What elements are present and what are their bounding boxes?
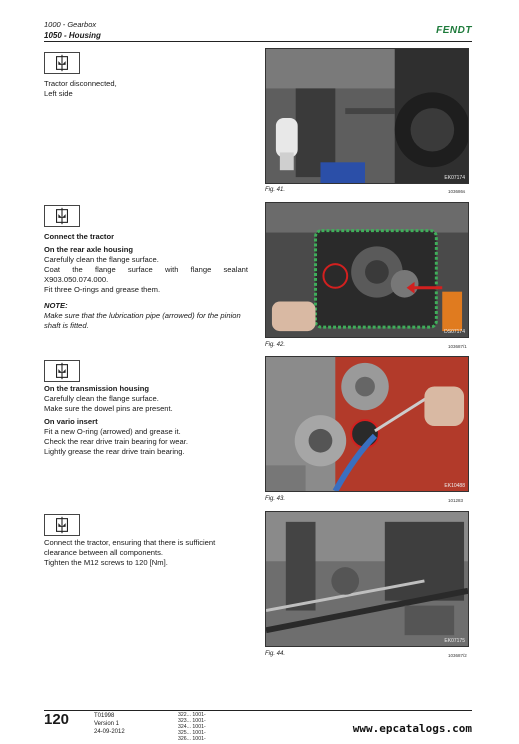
step-line: Check the rear drive train bearing for wear. [44,437,188,446]
footer-rule [44,710,472,711]
step-line: Connect the tractor, ensuring that there is sufficient clearance between all components. [44,538,216,557]
document-version: Version 1 [94,721,120,727]
step-line: Left side [44,89,73,98]
photo-code: EK07174 [444,175,465,181]
section-title: 1050 - Housing [44,31,101,40]
document-date: 24-09-2012 [94,729,125,735]
step-line: Carefully clean the flange surface. [44,394,159,403]
serial-range: 323... 1001- [178,718,206,724]
figure-caption: Fig. 43. [265,496,286,502]
figure-reference: 101283 [448,498,464,503]
figure-caption: Fig. 44. [265,651,286,657]
step-text-1 [44,79,248,99]
figure-43-photo [265,356,469,492]
photo-code: EK10488 [444,483,465,489]
step-subtitle: On the rear axle housing [44,245,134,254]
step-text-2 [44,232,248,331]
page-number: 120 [44,711,70,728]
figure-42-photo [265,202,469,338]
figure-caption: Fig. 42. [265,342,286,348]
step-line: Make sure the dowel pins are present. [44,404,173,413]
step-subtitle: On vario insert [44,417,98,426]
figure-41-photo [265,48,469,184]
tractor-coupling-icon [44,360,80,382]
chapter-title: 1000 - Gearbox [44,20,97,29]
step-line: Fit a new O-ring (arrowed) and grease it. [44,427,181,436]
note-text: Make sure that the lubrication pipe (arrowed) for the pinion shaft is fitted. [44,311,241,330]
tractor-coupling-icon [44,514,80,536]
photo-code: DS07174 [444,329,465,335]
tractor-coupling-icon [44,52,80,74]
figure-reference: 103687/2 [448,653,467,658]
step-line: Lightly grease the rear drive train bearing. [44,447,185,456]
figure-caption: Fig. 41. [265,187,286,193]
step-text-3 [44,384,248,457]
serial-range-list [178,712,206,740]
note-title: NOTE: [44,301,68,310]
step-line: Tractor disconnected, [44,79,117,88]
step-line: Tighten the M12 screws to 120 [Nm]. [44,558,168,567]
figure-44-photo [265,511,469,647]
serial-range: 325... 1001- [178,730,206,736]
brand-logo: FENDT [436,25,472,36]
page-header [44,20,472,41]
serial-range: 326... 1001- [178,736,206,740]
photo-code: EK07175 [444,638,465,644]
step-line: Carefully clean the flange surface. [44,255,159,264]
document-number: T01998 [94,713,115,719]
header-rule [44,41,472,42]
figure-reference: 103686s [448,189,466,194]
step-title: Connect the tractor [44,232,115,241]
step-line: Coat the flange surface with flange sealant X903.050.074.000. [44,265,248,284]
serial-range: 324... 1001- [178,724,206,730]
tractor-coupling-icon [44,205,80,227]
step-text-4 [44,538,248,568]
document-info [94,712,125,736]
step-line: Fit three O-rings and grease them. [44,285,161,294]
website-link[interactable]: www.epcatalogs.com [352,722,472,735]
serial-range: 322... 1001- [178,712,206,718]
step-subtitle: On the transmission housing [44,384,150,393]
figure-reference: 103687/1 [448,344,467,349]
